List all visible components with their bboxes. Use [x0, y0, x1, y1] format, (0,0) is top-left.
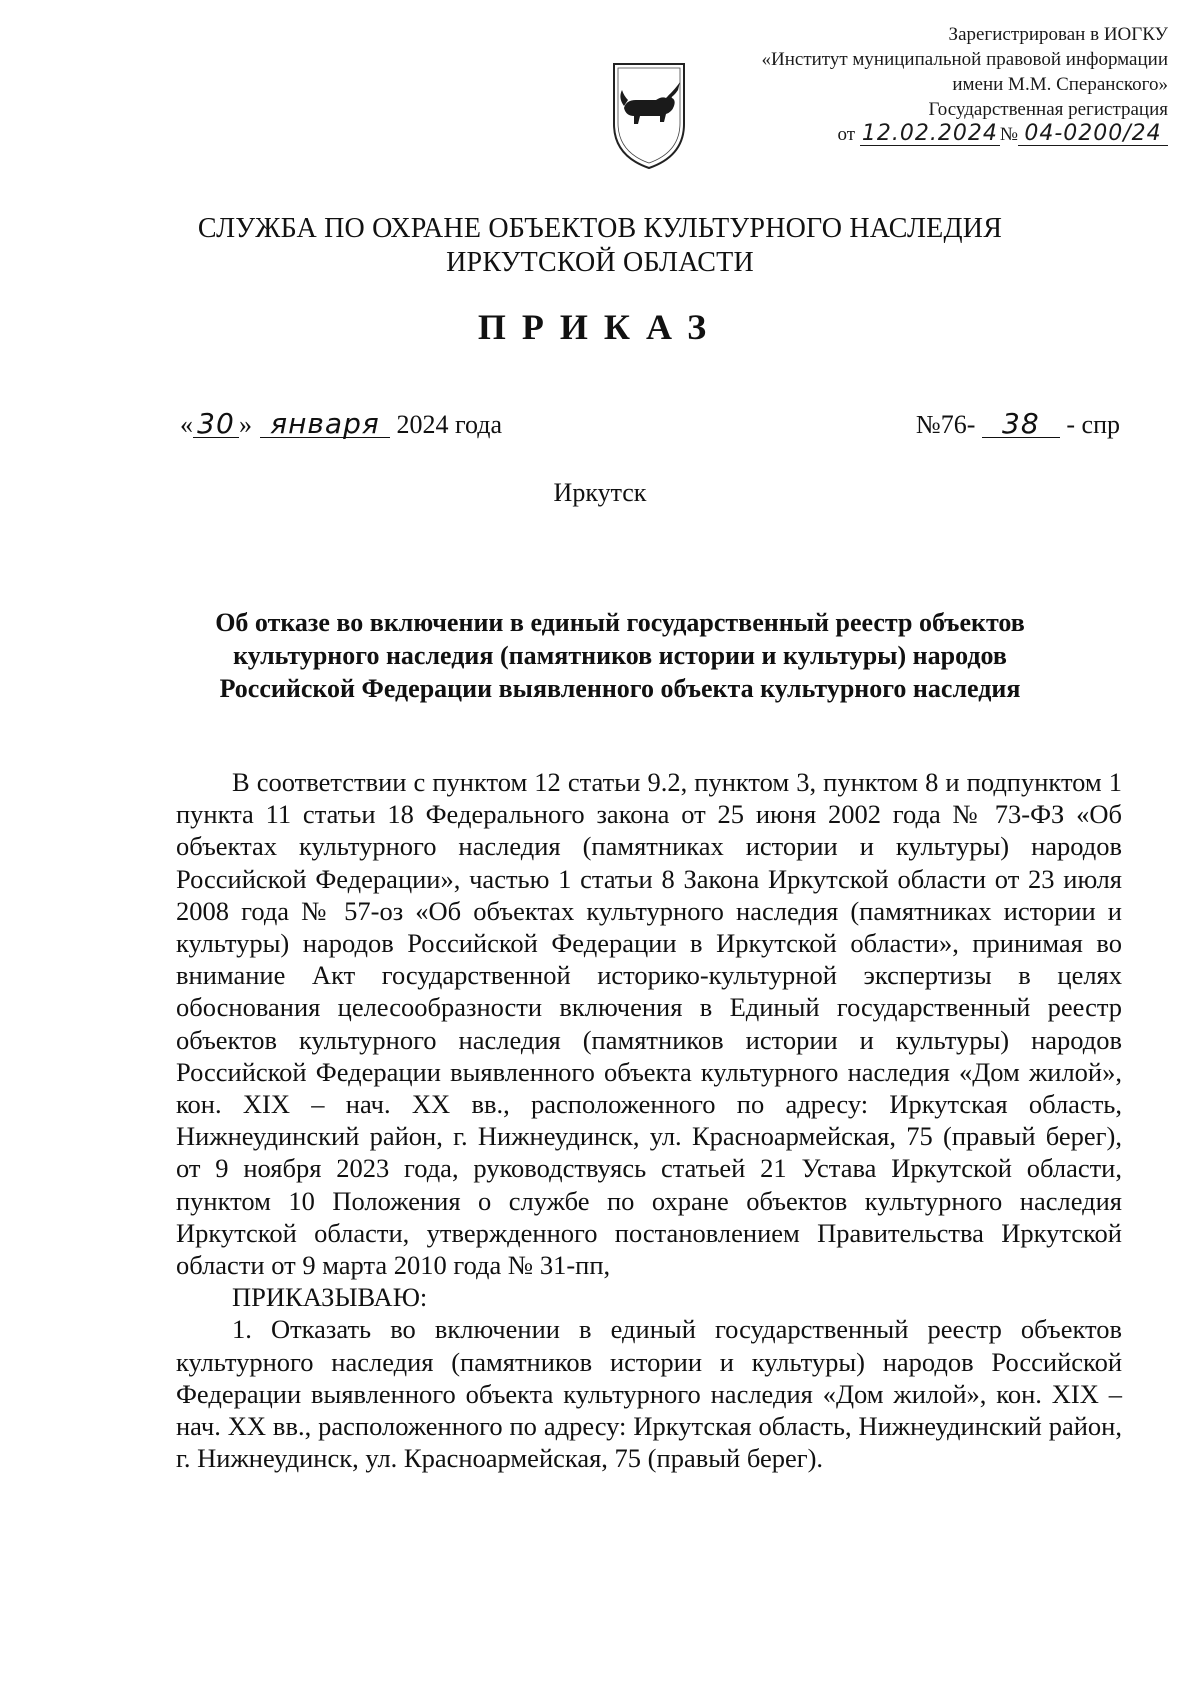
order-body: [176, 766, 1122, 1474]
subject-line-1: Об отказе во включении в единый государственный реестр объектов: [215, 608, 1025, 637]
order-number: [915, 407, 1120, 440]
registration-line-1: Зарегистрирован в ИОГКУ: [948, 24, 1168, 45]
registration-stamp: [762, 22, 1169, 147]
registration-number-handwritten: 04-0200/24: [1018, 123, 1168, 146]
agency-header: [0, 212, 1200, 280]
order-subject: [150, 606, 1090, 705]
registration-from-label: от: [837, 124, 856, 145]
registration-line-4: Государственная регистрация: [928, 99, 1168, 120]
date-close-quote: »: [239, 410, 252, 439]
preamble-paragraph: В соответствии с пунктом 12 статьи 9.2, пунктом 3, пунктом 8 и подпунктом 1 пункта 11 статьи 18 Федерального закона от 25 июня 2002 года № 73-ФЗ «Об объектах культурного наследия (памятниках истории и культуры) народов Российской Федерации», частью 1 статьи 8 Закона Иркутской области от 23 июля 2008 года № 57-оз «Об объектах культурного наследия (памятниках истории и культуры) народов Российской Федерации в Иркутской области», принимая во внимание Акт государственной историко-культурной экспертизы в целях обоснования целесообразности включения в Единый государственный реестр объектов культурного наследия (памятников истории и культуры) народов Российской Федерации выявленного объекта культурного наследия «Дом жилой», кон. XIX – нач. XX вв., расположенного по адресу: Иркутская область, Нижнеудинский район, г. Нижнеудинск, ул. Красноармейская, 75 (правый берег), от 9 ноября 2023 года, руководствуясь статьей 21 Устава Иркутской области, пунктом 10 Положения о службе по охране объектов культурного наследия Иркутской области, утвержденного постановлением Правительства Иркутской области от 9 марта 2010 года № 31-пп,: [176, 767, 1122, 1281]
irkutsk-coat-of-arms-icon: [610, 60, 688, 172]
order-number-suffix: - спр: [1066, 410, 1120, 439]
registration-number-label: №: [999, 124, 1018, 145]
date-month-handwritten: января: [260, 411, 390, 438]
subject-line-2: культурного наследия (памятников истории и культуры) народов: [233, 641, 1007, 670]
agency-line-1: СЛУЖБА ПО ОХРАНЕ ОБЪЕКТОВ КУЛЬТУРНОГО НАСЛЕДИЯ: [197, 213, 1003, 244]
registration-line-3: имени М.М. Сперанского»: [952, 74, 1168, 95]
registration-line-2: «Институт муниципальной правовой информации: [761, 49, 1168, 70]
subject-line-3: Российской Федерации выявленного объекта культурного наследия: [219, 674, 1021, 703]
date-year: 2024 года: [396, 410, 503, 439]
agency-line-2: ИРКУТСКОЙ ОБЛАСТИ: [446, 247, 754, 278]
date-open-quote: «: [180, 410, 193, 439]
order-item-1: 1. Отказать во включении в единый государственный реестр объектов культурного наследия (памятников истории и культуры) народов Российской Федерации выявленного объекта культурного наследия «Дом жилой», кон. XIX – нач. XX вв., расположенного по адресу: Иркутская область, Нижнеудинский район, г. Нижнеудинск, ул. Красноармейская, 75 (правый берег).: [176, 1314, 1122, 1474]
city: Иркутск: [553, 478, 647, 507]
order-date: [180, 407, 503, 440]
order-number-prefix: №76-: [915, 410, 976, 439]
order-word: ПРИКАЗЫВАЮ:: [232, 1282, 428, 1313]
order-number-handwritten: 38: [982, 411, 1060, 438]
registration-date-number-line: [762, 122, 1169, 147]
document-type-title: ПРИКАЗ: [477, 307, 723, 347]
registration-date-handwritten: 12.02.2024: [860, 123, 1000, 146]
date-day-handwritten: 30: [193, 411, 239, 438]
